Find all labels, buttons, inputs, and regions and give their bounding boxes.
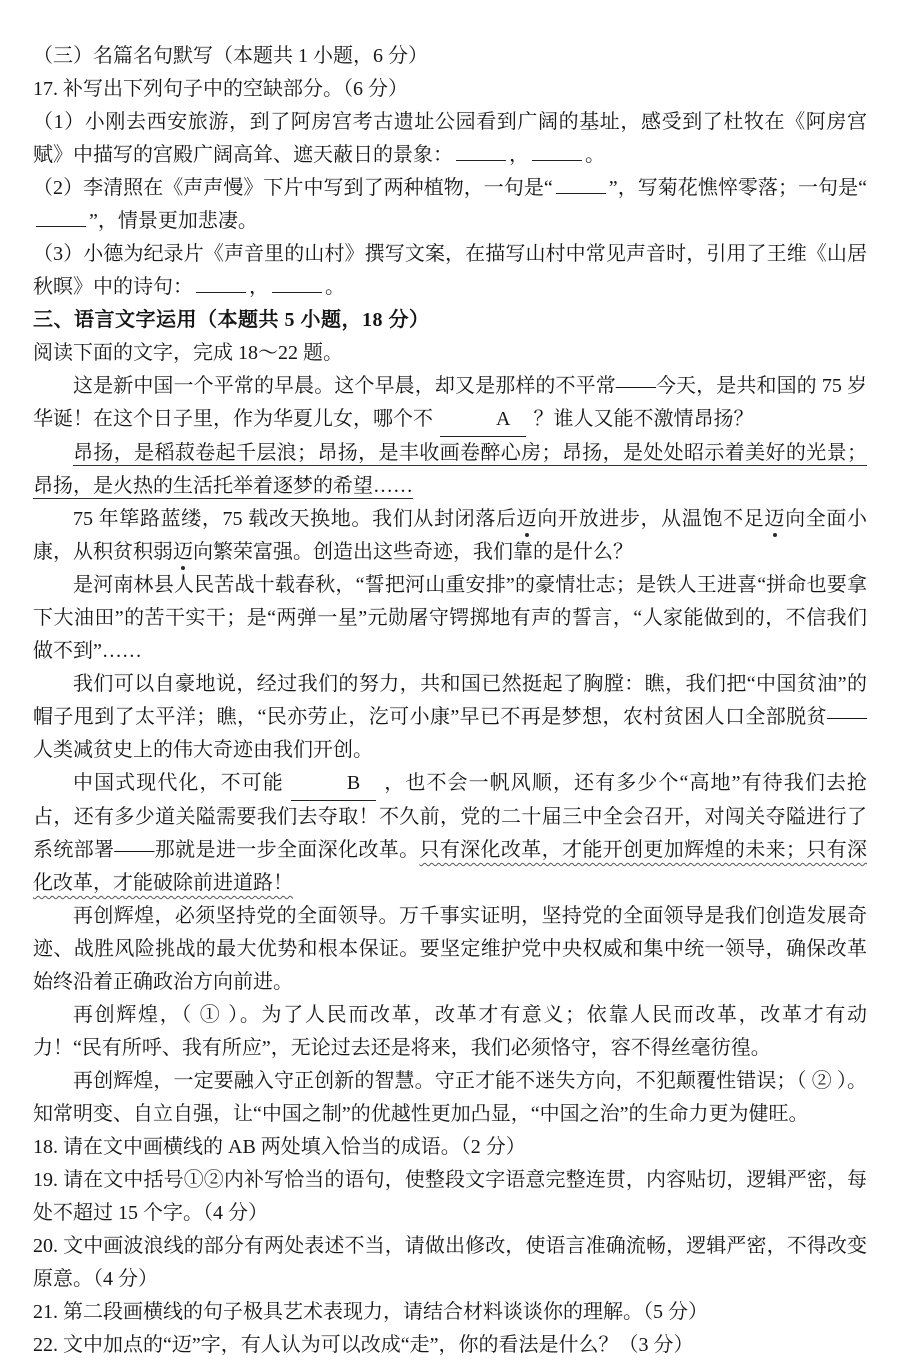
text-run: 我们可以自豪地说，经过我们的努力，共和国已然挺起了胸膛：瞧，我们把“中国贫油”的帽子甩到了太平洋；瞧，“民亦劳止，汔可小康”早已不再是梦想，农村贫困人口全部脱贫——人类减贫史上的伟大奇迹由我们开创。 — [33, 673, 867, 761]
passage-paragraph-5 — [33, 668, 867, 767]
question-18: 18. 请在文中画横线的 AB 两处填入恰当的成语。（2 分） — [33, 1136, 526, 1158]
emphasized-char: 迈 — [764, 508, 786, 530]
answer-blank — [196, 274, 246, 293]
text-run: 。 — [325, 276, 345, 298]
text-run: 是河南林县人民苦战十载春秋，“誓把河山重安排”的豪情壮志；是铁人王进喜“拼命也要拿下大油田”的苦干实干；是“两弹一星”元勋屠守锷掷地有声的誓言，“人家能做到的，不信我们做不到”…… — [33, 574, 867, 662]
text-run: 75 年筚路蓝缕，75 载改天换地。我们从封闭落后 — [73, 508, 517, 530]
language-use-heading: 三、语言文字运用（本题共 5 小题，18 分） — [33, 309, 430, 331]
passage-intro: 阅读下面的文字，完成 18～22 题。 — [33, 342, 343, 364]
answer-blank — [456, 142, 506, 161]
passage-paragraph-9 — [33, 1065, 867, 1131]
blank-B-label: B — [346, 772, 361, 794]
blank-A-label: A — [496, 408, 511, 430]
text-run: 再创辉煌，必须坚持党的全面领导。万千事实证明，坚持党的全面领导是我们创造发展奇迹、战胜风险挑战的最大优势和根本保证。要坚定维护党中央权威和集中统一领导，确保改革始终沿着正确政治方向前进。 — [33, 905, 867, 993]
text-run: 再创辉煌，（ ① ）。为了人民而改革，改革才有意义；依靠人民而改革，改革才有动力！“民有所呼、我有所应”，无论过去还是将来，我们必须恪守，容不得丝毫彷徨。 — [33, 1004, 867, 1059]
text-run: 向全面小康，从积贫积弱 — [33, 508, 868, 563]
question-21: 21. 第二段画横线的句子极具艺术表现力，请结合材料谈谈你的理解。（5 分） — [33, 1301, 708, 1323]
answer-blank — [36, 208, 86, 227]
blank-B — [291, 767, 376, 801]
text-run: 向繁荣富强。创造出这些奇迹，我们靠的是什么？ — [193, 541, 633, 563]
dictation-section — [33, 40, 867, 304]
passage-paragraph-2-underlined — [33, 437, 867, 503]
text-run: 再创辉煌，一定要融入守正创新的智慧。守正才能不迷失方向，不犯颠覆性错误；（ ② ）。知常明变、自立自强，让“中国之制”的优越性更加凸显，“中国之治”的生命力更为健旺。 — [33, 1070, 867, 1125]
q17-item-3 — [33, 238, 867, 304]
text-run: ”，情景更加悲凄。 — [89, 210, 258, 232]
question-20: 20. 文中画波浪线的部分有两处表述不当，请做出修改，使语言准确流畅，逻辑严密，不得改变原意。（4 分） — [33, 1235, 867, 1290]
passage-paragraph-6 — [33, 767, 867, 900]
text-run: 中国式现代化，不可能 — [73, 772, 284, 794]
language-use-section — [33, 304, 867, 1362]
underlined-sentence: 昂扬，是稻菽卷起千层浪；昂扬，是丰收画卷醉心房；昂扬，是处处昭示着美好的光景；昂扬，是火热的生活托举着逐梦的希望…… — [33, 442, 867, 497]
text-run: ？谁人又能不激情昂扬？ — [533, 408, 754, 430]
text-run: ，也不会一帆风顺，还有多少个“高地”有待我们去抢占，还有多少道关隘需要我们去夺取！不久前，党的二十届三中全会召开，对闯关夺隘进行了系统部署——那就是进一步全面深化改革。 — [33, 772, 867, 861]
text-run: （2）李清照在《声声慢》下片中写到了两种植物，一句是“ — [33, 177, 553, 199]
answer-blank — [272, 274, 322, 293]
blank-A — [440, 403, 526, 437]
text-run: 。 — [585, 144, 605, 166]
text-run: （1）小刚去西安旅游，到了阿房宫考古遗址公园看到广阔的基址，感受到了杜牧在《阿房宫赋》中描写的宫殿广阔高耸、遮天蔽日的景象： — [33, 111, 867, 166]
passage-paragraph-4 — [33, 569, 867, 668]
passage-paragraph-7 — [33, 900, 867, 999]
emphasized-char: 迈 — [173, 541, 193, 563]
q17-item-1 — [33, 106, 867, 172]
answer-blank — [532, 142, 582, 161]
answer-blank — [556, 175, 606, 194]
passage-paragraph-8 — [33, 999, 867, 1065]
text-run: ”，写菊花憔悴零落；一句是“ — [608, 177, 867, 199]
text-run: ， — [509, 144, 529, 166]
question-22: 22. 文中加点的“迈”字，有人认为可以改成“走”，你的看法是什么？（3 分） — [33, 1334, 694, 1356]
text-run: ， — [249, 276, 269, 298]
text-run: 向开放进步，从温饱不足 — [537, 508, 765, 530]
passage-paragraph-3 — [33, 503, 867, 569]
passage-paragraph-1 — [33, 370, 867, 437]
question-19: 19. 请在文中括号①②内补写恰当的语句，使整段文字语意完整连贯，内容贴切，逻辑严密，每处不超过 15 个字。（4 分） — [33, 1169, 867, 1224]
text-run: 这是新中国一个平常的早晨。这个早晨，却又是那样的不平常——今天，是共和国的 75 岁华诞！在这个日子里，作为华夏儿女，哪个不 — [33, 375, 867, 430]
dictation-section-heading: （三）名篇名句默写（本题共 1 小题，6 分） — [33, 45, 428, 67]
wavy-underlined-sentence: 只有深化改革，才能开创更加辉煌的未来；只有深化改革，才能破除前进道路！ — [33, 839, 868, 894]
question-17-stem: 17. 补写出下列句子中的空缺部分。（6 分） — [33, 78, 408, 100]
q17-item-2 — [33, 172, 867, 238]
text-run: （3）小德为纪录片《声音里的山村》撰写文案，在描写山村中常见声音时，引用了王维《山居秋暝》中的诗句： — [33, 243, 867, 298]
emphasized-char: 迈 — [516, 508, 538, 530]
